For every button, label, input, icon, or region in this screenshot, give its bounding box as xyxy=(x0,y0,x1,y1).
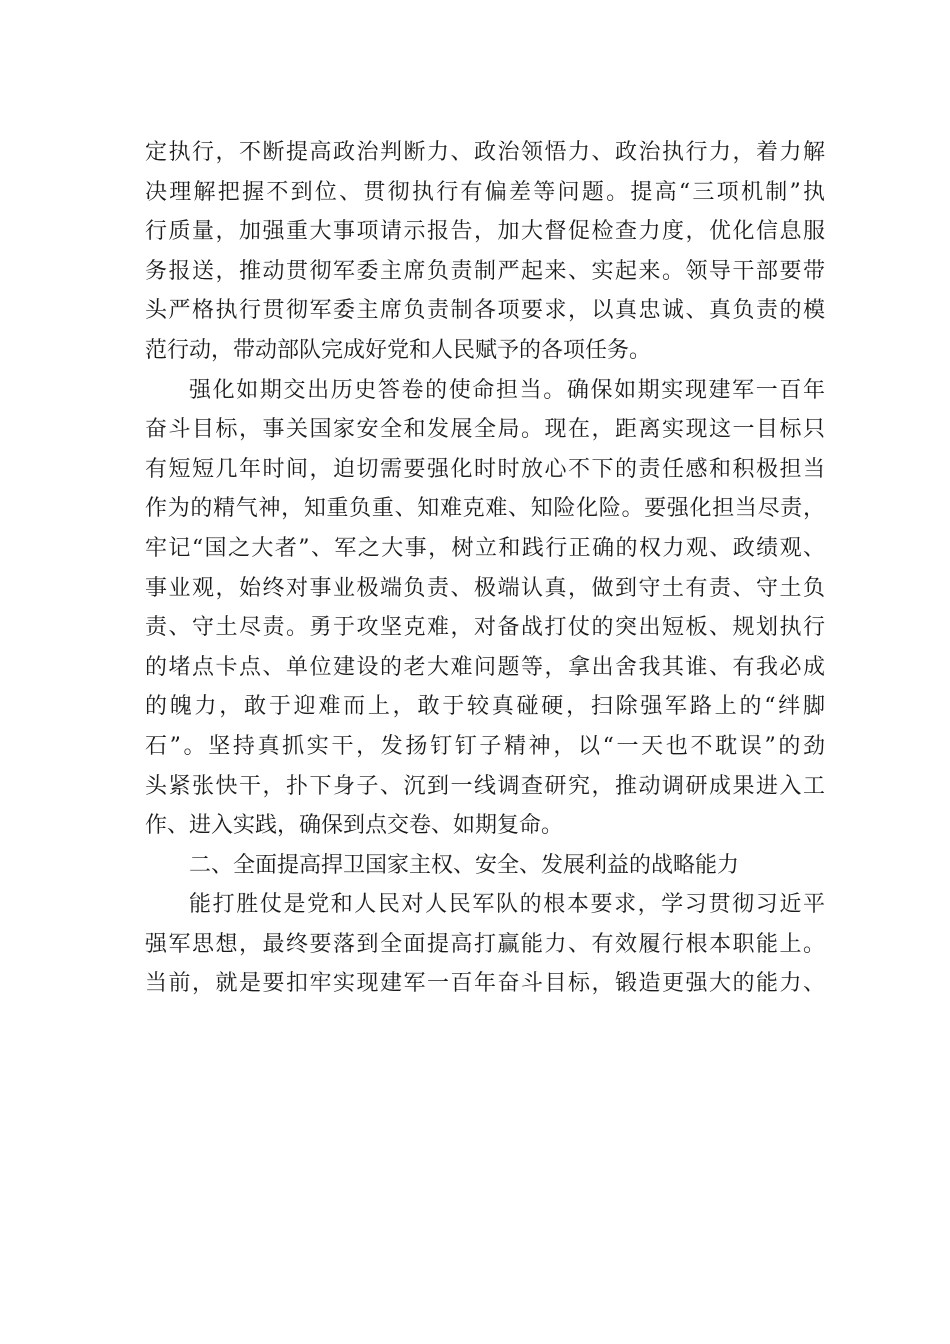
text-line: 能打胜仗是党和人民对人民军队的根本要求，学习贯彻习近平 xyxy=(189,892,825,918)
text-line: 有短短几年时间，迫切需要强化时时放心不下的责任感和积极担当 xyxy=(145,456,825,482)
document-body xyxy=(145,133,825,1004)
text-line: 作为的精气神，知重负重、知难克难、知险化险。要强化担当尽责， xyxy=(145,496,825,522)
text-line: 的魄力，敢于迎难而上，敢于较真碰硬，扫除强军路上的“绊脚 xyxy=(145,694,825,720)
text-line: 事业观，始终对事业极端负责、极端认真，做到守土有责、守土负 xyxy=(145,575,825,601)
text-line: 责、守土尽责。勇于攻坚克难，对备战打仗的突出短板、规划执行 xyxy=(145,615,825,641)
text-line: 的堵点卡点、单位建设的老大难问题等，拿出舍我其谁、有我必成 xyxy=(145,654,825,680)
text-line: 牢记“国之大者”、军之大事，树立和践行正确的权力观、政绩观、 xyxy=(145,535,825,561)
text-line: 务报送，推动贯彻军委主席负责制严起来、实起来。领导干部要带 xyxy=(145,258,825,284)
text-line: 当前，就是要扣牢实现建军一百年奋斗目标，锻造更强大的能力、 xyxy=(145,971,825,997)
text-line: 决理解把握不到位、贯彻执行有偏差等问题。提高“三项机制”执 xyxy=(145,179,825,205)
text-line: 行质量，加强重大事项请示报告，加大督促检查力度，优化信息服 xyxy=(145,219,825,245)
section-heading: 二、全面提高捍卫国家主权、安全、发展利益的战略能力 xyxy=(189,852,740,878)
text-line: 奋斗目标，事关国家安全和发展全局。现在，距离实现这一目标只 xyxy=(145,417,825,443)
text-line: 范行动，带动部队完成好党和人民赋予的各项任务。 xyxy=(145,337,652,363)
text-line: 头严格执行贯彻军委主席负责制各项要求，以真忠诚、真负责的模 xyxy=(145,298,825,324)
text-line: 石”。坚持真抓实干，发扬钉钉子精神，以“一天也不耽误”的劲 xyxy=(145,733,825,759)
text-line: 强军思想，最终要落到全面提高打赢能力、有效履行根本职能上。 xyxy=(145,931,825,957)
text-line: 作、进入实践，确保到点交卷、如期复命。 xyxy=(145,813,564,839)
text-line: 头紧张快干，扑下身子、沉到一线调查研究，推动调研成果进入工 xyxy=(145,773,825,799)
text-line: 定执行，不断提高政治判断力、政治领悟力、政治执行力，着力解 xyxy=(145,140,825,165)
text-line: 强化如期交出历史答卷的使命担当。确保如期实现建军一百年 xyxy=(189,377,825,403)
